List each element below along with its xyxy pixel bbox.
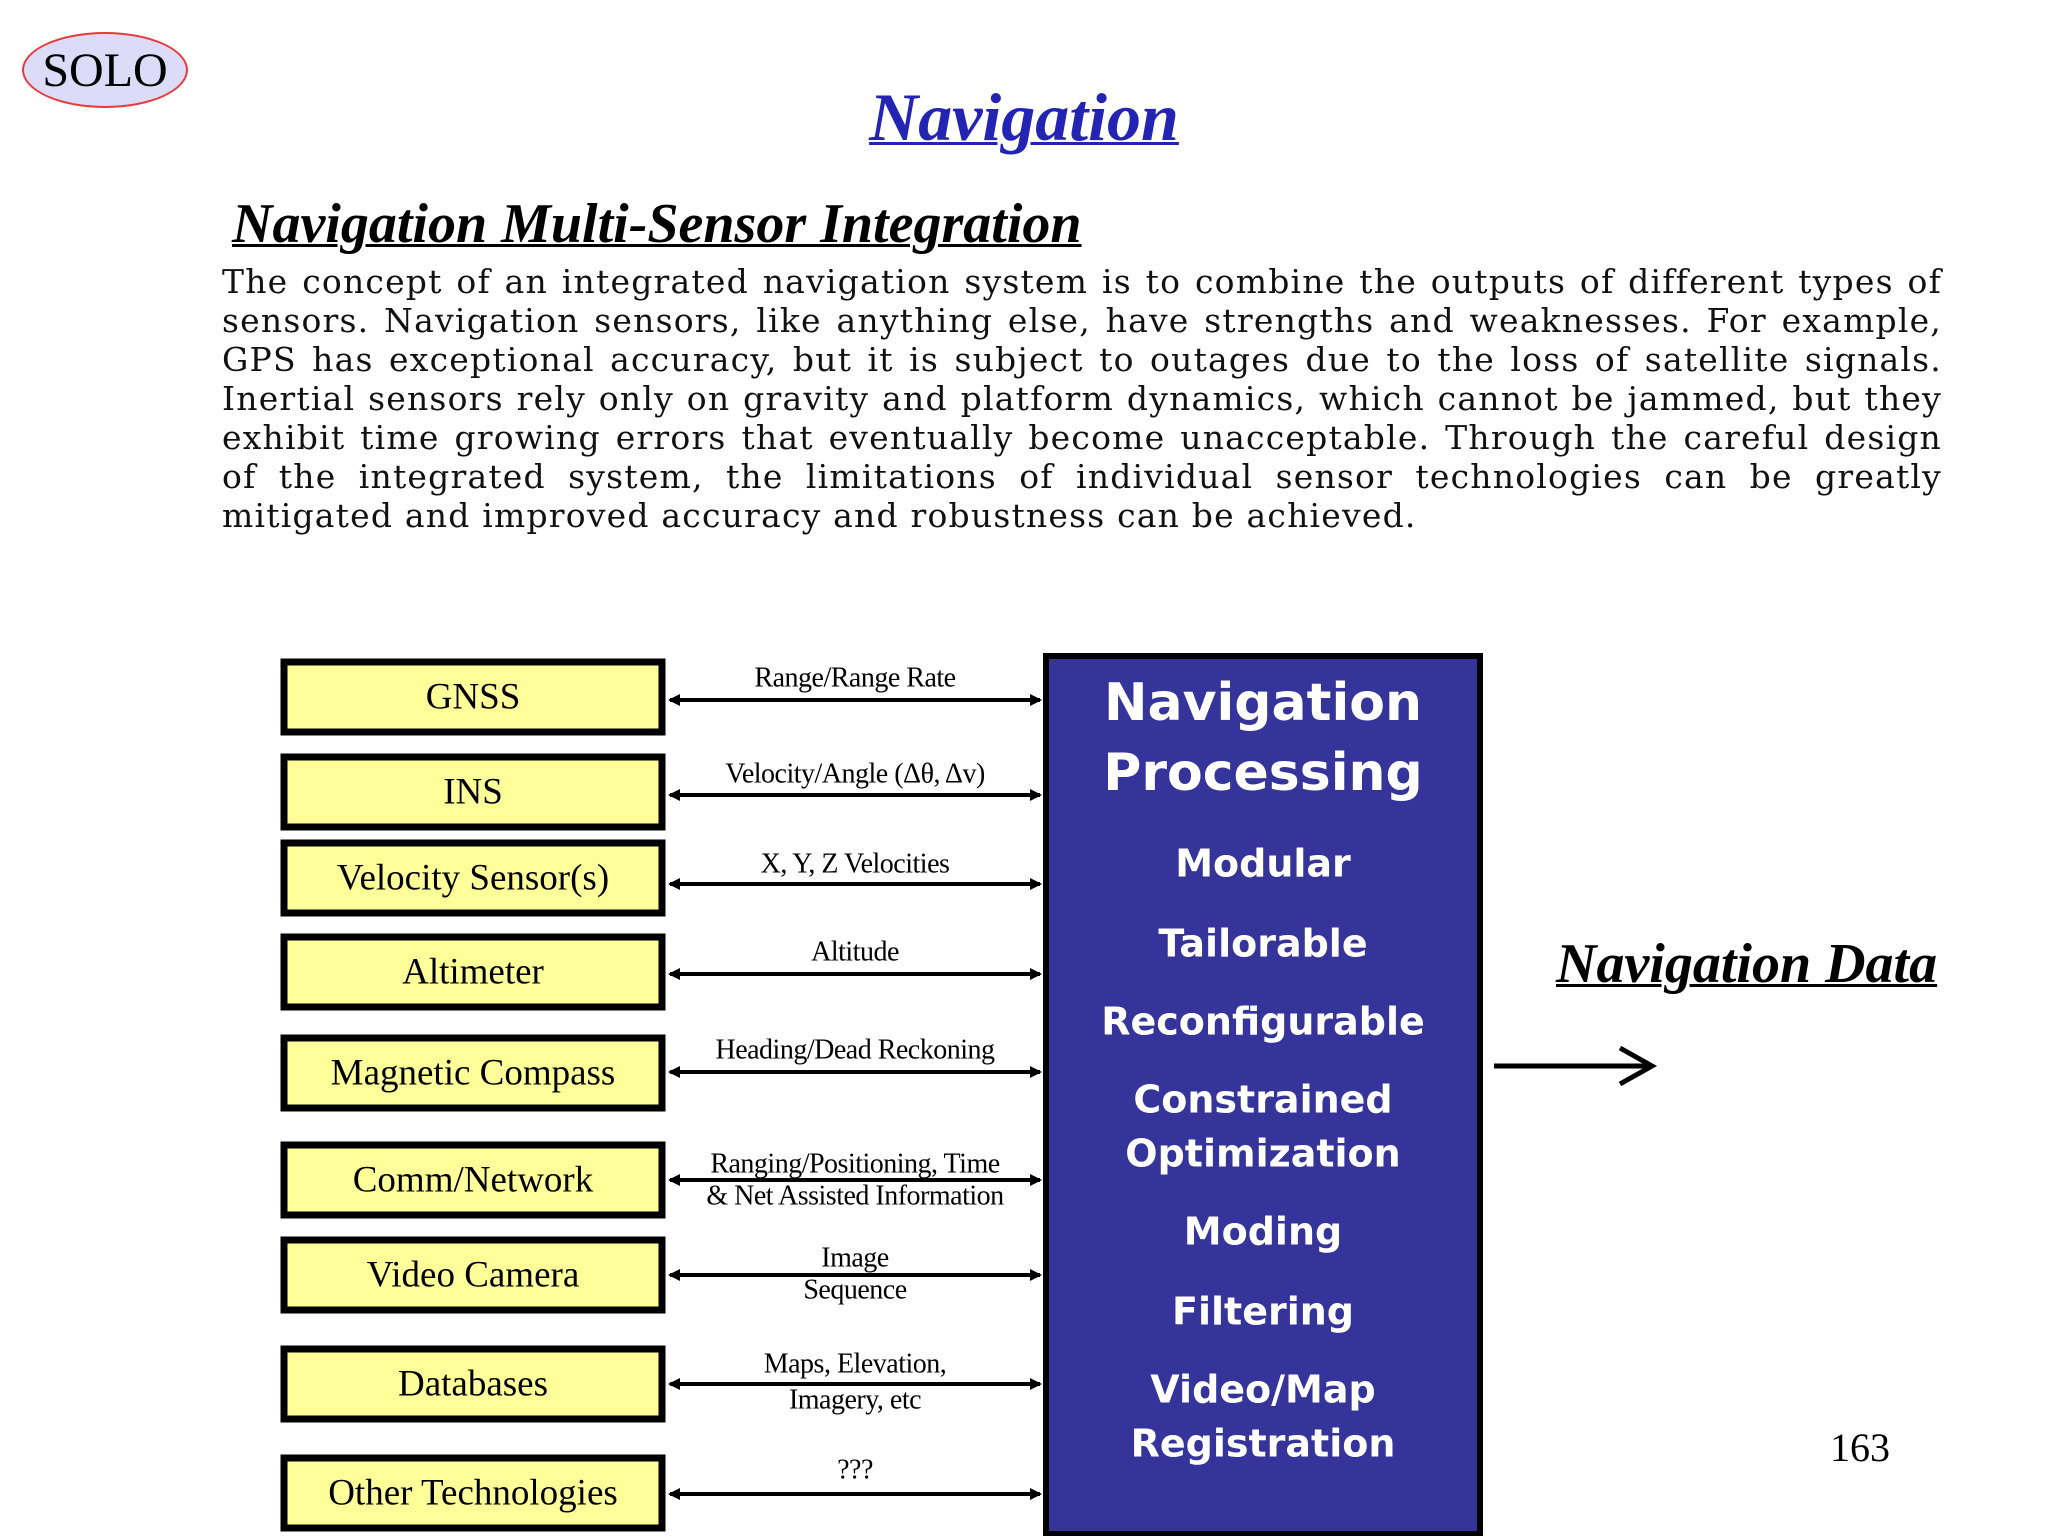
processing-title-line: Navigation bbox=[1103, 673, 1423, 733]
link-label: Maps, Elevation, bbox=[763, 1348, 947, 1380]
processing-feature: Reconfigurable bbox=[1101, 999, 1425, 1044]
link-label: Velocity/Angle (Δθ, Δv) bbox=[725, 758, 985, 790]
link-label: Heading/Dead Reckoning bbox=[715, 1034, 995, 1066]
link-label: X, Y, Z Velocities bbox=[760, 848, 950, 880]
sensor-label: Magnetic Compass bbox=[330, 1052, 616, 1094]
link-label: Image bbox=[821, 1242, 889, 1274]
sensor-label: Velocity Sensor(s) bbox=[336, 857, 610, 899]
processing-feature: Modular bbox=[1175, 841, 1351, 886]
link-label: Range/Range Rate bbox=[754, 662, 956, 694]
sensor-label: INS bbox=[443, 771, 503, 813]
sensor-label: Comm/Network bbox=[352, 1159, 594, 1201]
processing-feature: Registration bbox=[1130, 1421, 1396, 1466]
link-label: Imagery, etc bbox=[788, 1384, 922, 1416]
processing-title-line: Processing bbox=[1103, 743, 1423, 803]
link-label: Ranging/Positioning, Time bbox=[710, 1148, 1000, 1180]
section-subtitle: Navigation Multi-Sensor Integration bbox=[232, 193, 1082, 255]
sensor-label: GNSS bbox=[425, 676, 521, 718]
link-label: Altitude bbox=[811, 936, 899, 968]
processing-feature: Moding bbox=[1183, 1209, 1343, 1254]
page-number: 163 bbox=[1830, 1425, 1890, 1470]
page-title: Navigation bbox=[869, 79, 1179, 155]
sensor-label: Databases bbox=[398, 1363, 548, 1405]
processing-feature: Filtering bbox=[1172, 1289, 1354, 1334]
link-label: & Net Assisted Information bbox=[706, 1180, 1004, 1212]
link-label: Sequence bbox=[803, 1274, 907, 1306]
sensor-label: Altimeter bbox=[402, 951, 544, 993]
processing-feature: Tailorable bbox=[1158, 921, 1368, 966]
sensor-label: Video Camera bbox=[366, 1254, 580, 1296]
solo-logo-text: SOLO bbox=[42, 43, 168, 97]
sensor-label: Other Technologies bbox=[328, 1472, 618, 1514]
processing-feature: Optimization bbox=[1125, 1131, 1401, 1176]
processing-feature: Video/Map bbox=[1150, 1367, 1376, 1412]
intro-paragraph: The concept of an integrated navigation system is to combine the outputs of different types of sensors. Navigation sensors, like anything else, have strengths and weaknesses. For example, GPS has exceptional accuracy, but it is subject to outages due to the loss of satellite signals. Inertial sensors rely only on gravity and platform dynamics, which cannot be jammed, but they exhibit time growing errors that eventually become unacceptable. Through the careful design of the integrated system, the limitations of individual sensor technologies can be greatly mitigated and improved accuracy and robustness can be achieved. bbox=[222, 262, 1942, 535]
navigation-data-label: Navigation Data bbox=[1556, 933, 1938, 995]
link-label: ??? bbox=[837, 1454, 873, 1486]
processing-feature: Constrained bbox=[1133, 1077, 1393, 1122]
